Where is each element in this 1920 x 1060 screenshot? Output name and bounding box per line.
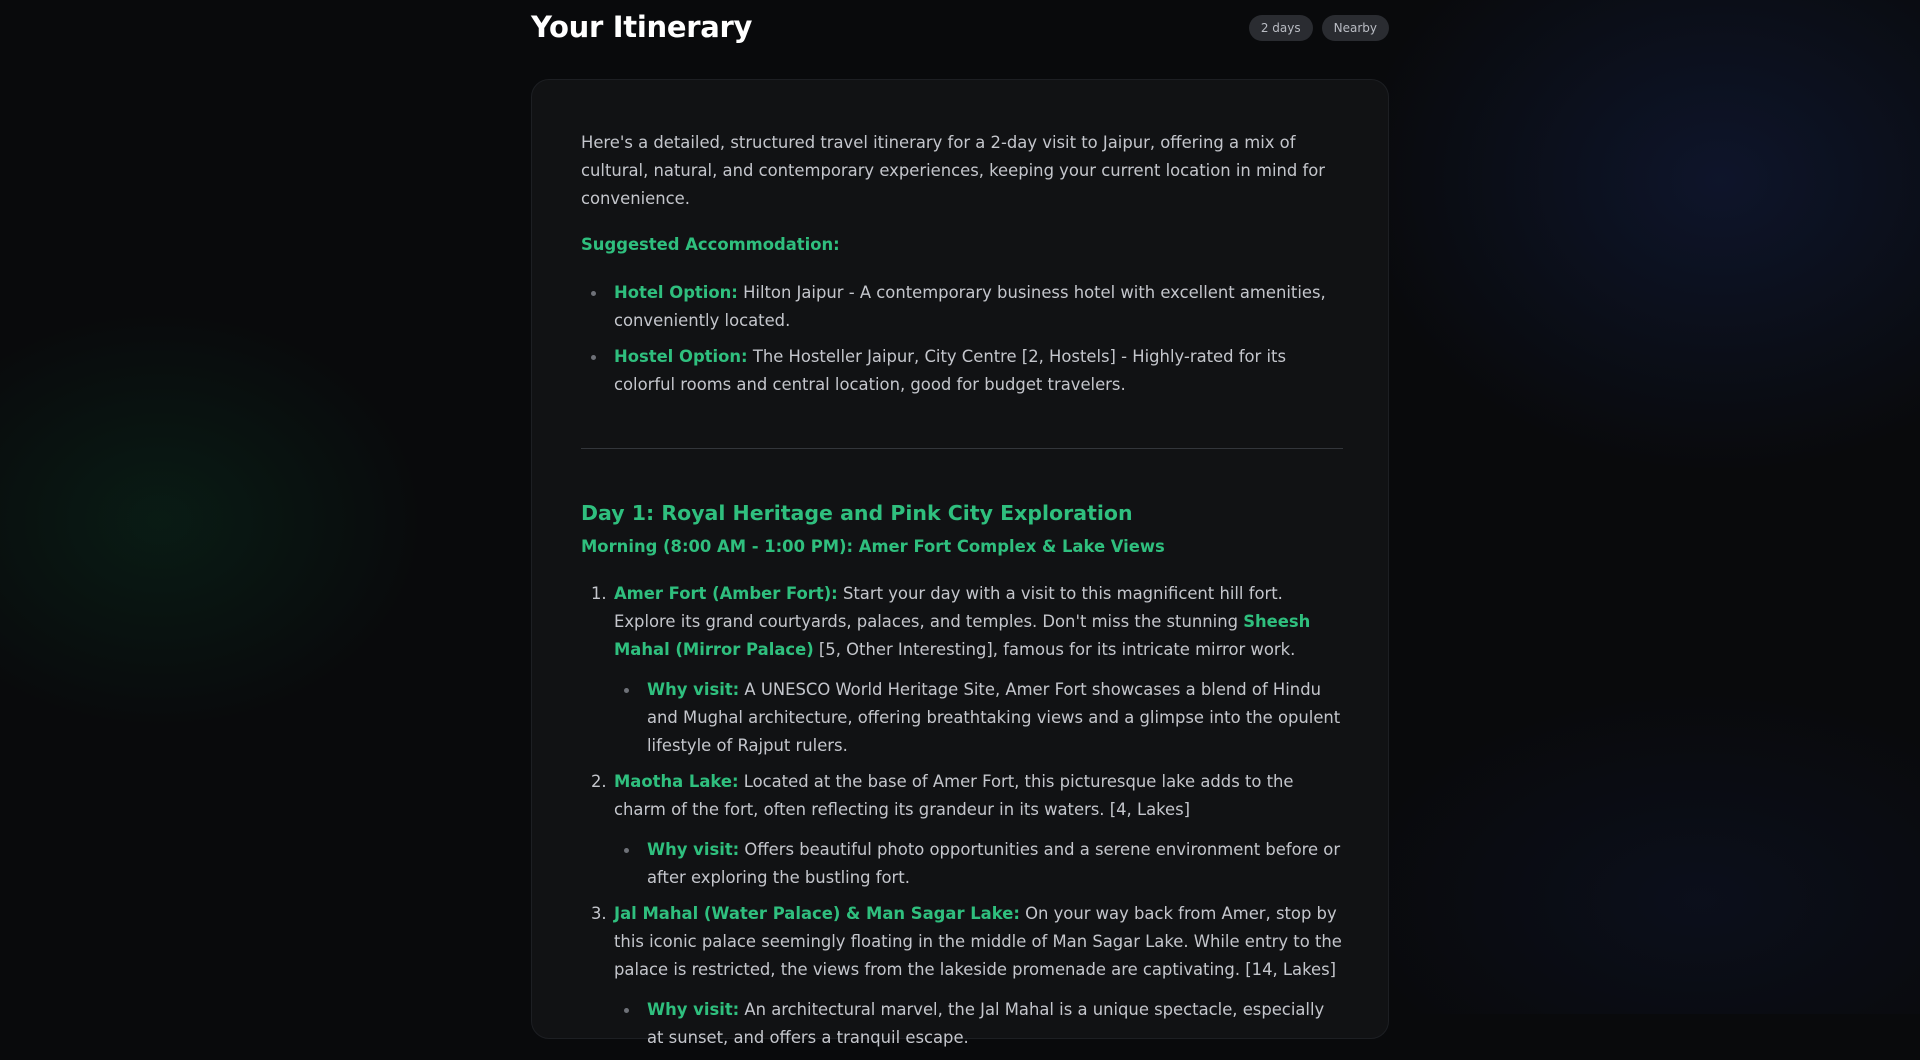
step-number: 1. — [591, 584, 607, 603]
step-label: Amer Fort (Amber Fort): — [614, 584, 838, 603]
sheesh-mahal-highlight: Sheesh Mahal (Mirror Palace) — [614, 612, 1311, 659]
itinerary-card — [531, 79, 1389, 1047]
why-visit-label: Why visit: — [647, 680, 740, 699]
itinerary-column — [531, 0, 1389, 1047]
accommodation-list — [581, 279, 1343, 399]
why-visit-list — [614, 836, 1343, 892]
itinerary-header — [531, 0, 1389, 78]
hostel-option-label: Hostel Option: — [614, 347, 748, 366]
why-visit-list — [614, 996, 1343, 1052]
section-divider — [581, 448, 1343, 449]
why-visit-text: A UNESCO World Heritage Site, Amer Fort showcases a blend of Hindu and Mughal architecture, offering breathtaking views and a glimpse into the opulent lifestyle of Rajput rulers. — [647, 680, 1341, 755]
list-item — [581, 343, 1343, 399]
step-text: Located at the base of Amer Fort, this picturesque lake adds to the charm of the fort, often reflecting its grandeur in its waters. [4, Lakes] — [614, 772, 1294, 819]
day-1-heading: Day 1: Royal Heritage and Pink City Exploration — [581, 501, 1133, 525]
list-item — [614, 996, 1343, 1052]
why-visit-label: Why visit: — [647, 840, 740, 859]
accommodation-heading: Suggested Accommodation: — [581, 235, 840, 254]
why-visit-text: Offers beautiful photo opportunities and a serene environment before or after exploring the bustling fort. — [647, 840, 1341, 887]
why-visit-text: An architectural marvel, the Jal Mahal is a unique spectacle, especially at sunset, and offers a tranquil escape. — [647, 1000, 1325, 1047]
list-item — [614, 836, 1343, 892]
step-text-after: [5, Other Interesting], famous for its intricate mirror work. — [813, 640, 1296, 659]
filter-pills — [1249, 15, 1389, 41]
list-item — [581, 768, 1343, 892]
why-visit-label: Why visit: — [647, 1000, 740, 1019]
step-number: 3. — [591, 904, 607, 923]
step-text: Start your day with a visit to this magnificent hill fort. Explore its grand courtyards, palaces, and temples. Don't miss the stunning — [614, 584, 1283, 631]
intro-paragraph: Here's a detailed, structured travel itinerary for a 2-day visit to Jaipur, offering a mix of cultural, natural, and contemporary experiences, keeping your current location in mind for convenience. — [581, 133, 1326, 208]
list-item — [581, 279, 1343, 335]
list-item — [581, 900, 1343, 1052]
morning-heading: Morning (8:00 AM - 1:00 PM): Amer Fort Complex & Lake Views — [581, 537, 1165, 556]
itinerary-content — [581, 129, 1343, 1060]
step-number: 2. — [591, 772, 607, 791]
list-item — [614, 676, 1343, 760]
step-label: Maotha Lake: — [614, 772, 739, 791]
page-title: Your Itinerary — [531, 10, 753, 44]
step-label: Jal Mahal (Water Palace) & Man Sagar Lake: — [614, 904, 1020, 923]
nearby-pill[interactable]: Nearby — [1322, 15, 1389, 41]
hotel-option-label: Hotel Option: — [614, 283, 738, 302]
list-item — [581, 580, 1343, 760]
step-text: On your way back from Amer, stop by this iconic palace seemingly floating in the middle of Man Sagar Lake. While entry to the palace is restricted, the views from the lakeside promenade are captivating. [14, Lakes] — [614, 904, 1342, 979]
morning-steps — [581, 580, 1343, 1052]
why-visit-list — [614, 676, 1343, 760]
duration-pill[interactable]: 2 days — [1249, 15, 1313, 41]
hotel-option-text: Hilton Jaipur - A contemporary business hotel with excellent amenities, conveniently located. — [614, 283, 1326, 330]
hostel-option-text: The Hosteller Jaipur, City Centre [2, Hostels] - Highly-rated for its colorful rooms and central location, good for budget travelers. — [614, 347, 1287, 394]
